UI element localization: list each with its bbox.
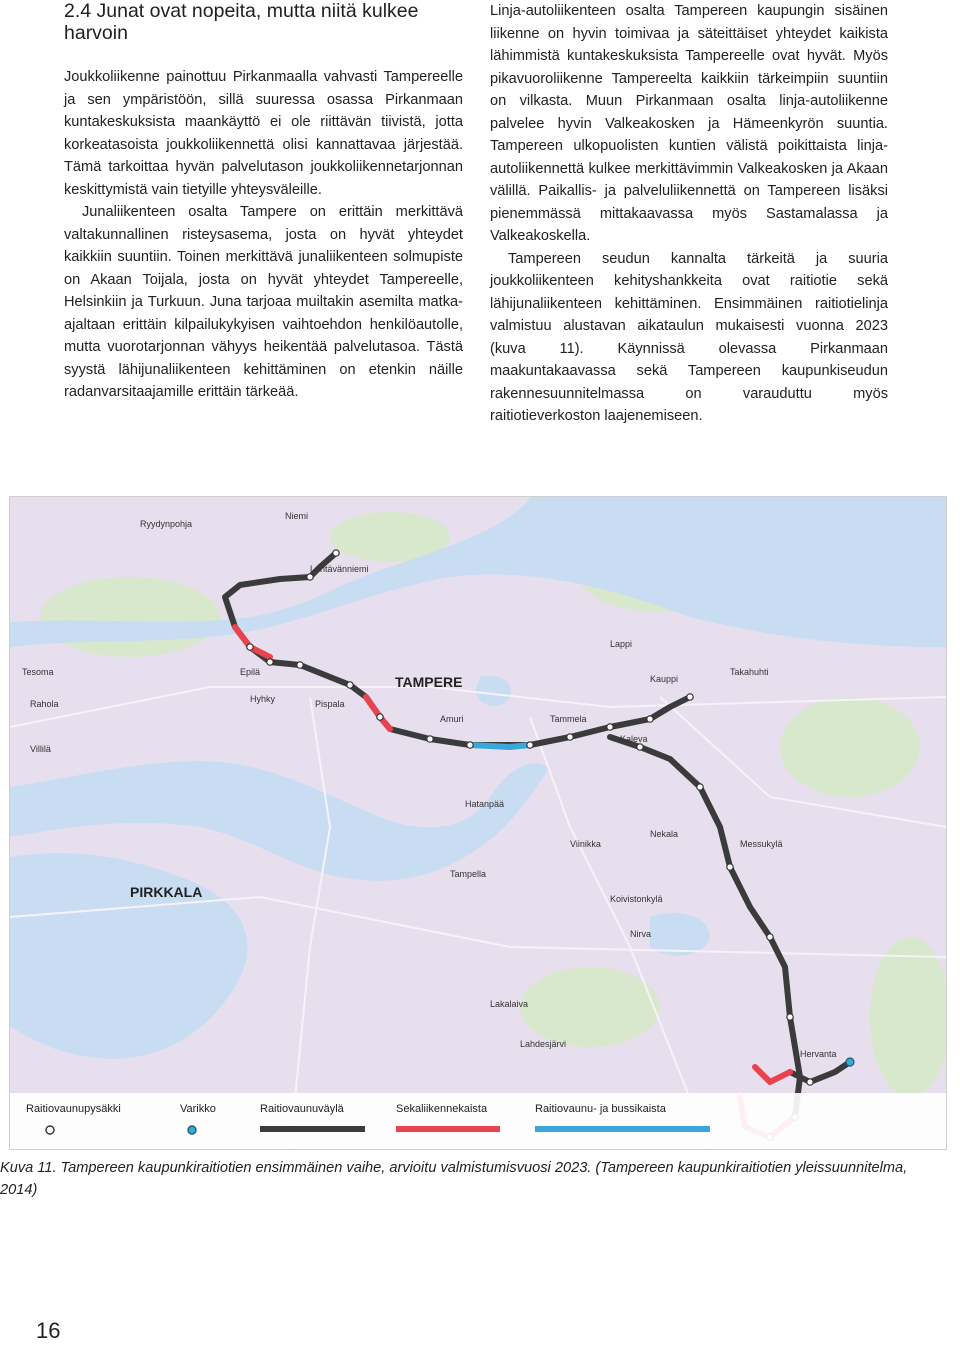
figure-caption: Kuva 11. Tampereen kaupunkiraitiotien ensimmäinen vaihe, arvioitu valmistumisvuosi 2023. (Tampereen kaupunkiraitiotien yleissuunnitelma, 2014) [0, 1160, 908, 1198]
route-tram-bus [470, 745, 530, 747]
place-label: Epilä [240, 667, 261, 677]
stop-marker [567, 734, 573, 740]
stop-marker [637, 744, 643, 750]
place-label: Messukylä [740, 839, 783, 849]
stop-marker [647, 716, 653, 722]
place-label: Hervanta [800, 1049, 837, 1059]
paragraph: Joukkoliikenne painottuu Pirkanmaalla vahvasti Tampereelle ja sen ympäristöön, sillä suuressa osassa Pirkanmaan kuntakeskuksista maankäyttö ei ole riittävän tiivistä, jotta korkeatasoista joukkoliikennettä olisi kannattavaa järjestää. Tämä tarkoittaa hyvän palvelutason joukkoliikennetarjonnan keskittymistä vain tietyille yhteysväleille. [64, 69, 463, 198]
place-label: Lahdesjärvi [520, 1039, 567, 1049]
place-label: Lentävänniemi [310, 564, 369, 574]
stop-marker [767, 934, 773, 940]
stop-marker [427, 736, 433, 742]
place-label: Lappi [610, 639, 633, 649]
place-label: Nirva [630, 929, 652, 939]
stop-marker [807, 1079, 813, 1085]
legend-stop-marker [46, 1126, 54, 1134]
stop-marker [607, 724, 613, 730]
place-label: Viinikka [570, 839, 601, 849]
stop-marker [377, 714, 383, 720]
legend-depot-marker [188, 1126, 196, 1134]
map-legend [10, 1093, 946, 1149]
paragraph: Junaliikenteen osalta Tampere on erittäin merkittävä valtakunnallinen risteysasema, josta on hyvät yhteydet kaikkiin suuntiin. Toinen merkittävä junaliikenteen solmupiste on Akaan Toijala, josta on hyvät yhteydet Tampereelle, Helsinkiin ja Turkuun. Juna tarjoaa muiltakin asemilta matka-ajaltaan erittäin kilpailukykyisen vaihtoehdon henkilöautolle, mutta vuorotarjonnan vähyys heikentää palvelutasoa. Tästä syystä lähijunaliikenteen kehittäminen on etenkin näille radanvarsitaajamille erittäin tärkeää. [64, 204, 463, 400]
place-label: Koivistonkylä [610, 894, 663, 904]
stop-marker [347, 682, 353, 688]
legend-mixed-label: Sekaliikennekaista [396, 1103, 488, 1115]
place-label: Tampella [450, 869, 487, 879]
legend-tram-bus-label: Raitiovaunu- ja bussikaista [535, 1103, 666, 1115]
place-label: Niemi [285, 511, 309, 521]
place-label: Hatanpää [465, 799, 505, 809]
paragraph: Linja-autoliikenteen osalta Tampereen kaupungin sisäinen liikenne on hyvin toimivaa ja säteittäiset yhteydet kaikista lähimmistä kuntakeskuksista Tampereelle ovat hyvät. Myös pikavuoroliikenne Tampereelta kaikkiin tärkeimpiin suuntiin on vilkasta. Muun Pirkanmaan osalta linja-autoliikenne palvelee hyvin Valkeakosken ja Hämeenkyrön suuntia. Tampereen ulkopuolisten kuntien välistä poikittaista linja-autoliikennettä kulkee merkittävimmin Valkeakosken ja Akaan välillä. Paikallis- ja palveluliikennettä on Tampereen lisäksi pienemmässä mittakaavassa myös Sastamalassa ja Valkeakoskella. [490, 3, 888, 244]
place-label: Lakalaiva [490, 999, 529, 1009]
section-heading: 2.4 Junat ovat nopeita, mutta niitä kulkee harvoin [64, 0, 419, 44]
place-label-city: PIRKKALA [130, 884, 203, 900]
place-label: Tammela [550, 714, 587, 724]
stop-marker [267, 659, 273, 665]
place-label: Hyhky [250, 694, 276, 704]
place-label: Nekala [650, 829, 679, 839]
stop-marker [697, 784, 703, 790]
stop-marker [467, 742, 473, 748]
right-column [490, 0, 888, 428]
place-label: Kauppi [650, 674, 679, 684]
stop-marker [247, 644, 253, 650]
place-label: Tesoma [22, 667, 54, 677]
place-label: Amuri [440, 714, 464, 724]
legend-stop-label: Raitiovaunupysäkki [26, 1103, 121, 1115]
left-column [64, 66, 463, 404]
place-label-city: TAMPERE [395, 674, 463, 690]
stop-marker [297, 662, 303, 668]
stop-marker [333, 550, 339, 556]
stop-marker [727, 864, 733, 870]
place-label: Villilä [30, 744, 51, 754]
stop-marker [787, 1014, 793, 1020]
stop-marker [307, 574, 313, 580]
place-label: Takahuhti [730, 667, 769, 677]
stop-marker [527, 742, 533, 748]
stop-marker [687, 694, 693, 700]
depot-marker [846, 1058, 854, 1066]
place-label: Pispala [315, 699, 345, 709]
tram-route-map [9, 496, 947, 1150]
place-label: Ryydynpohja [140, 519, 193, 529]
paragraph: Tampereen seudun kannalta tärkeitä ja suuria joukkoliikenteen kehityshankkeita ovat raitiotie sekä lähijunaliikenteen kehittäminen. Ensimmäinen raitiotielinja valmistuu alustavan aikataulun mukaisesti vuonna 2023 (kuva 11). Käynnissä olevassa Pirkanmaan maakuntakaavassa sekä Tampereen kaupunkiseudun rakennesuunnitelmassa on varauduttu myös raitiotieverkoston laajenemiseen. [490, 250, 888, 424]
place-label: Kaleva [620, 734, 648, 744]
page-number: 16 [36, 1318, 61, 1343]
legend-tramway-label: Raitiovaunuväylä [260, 1103, 344, 1115]
place-label: Rahola [30, 699, 59, 709]
legend-depot-label: Varikko [180, 1103, 216, 1115]
